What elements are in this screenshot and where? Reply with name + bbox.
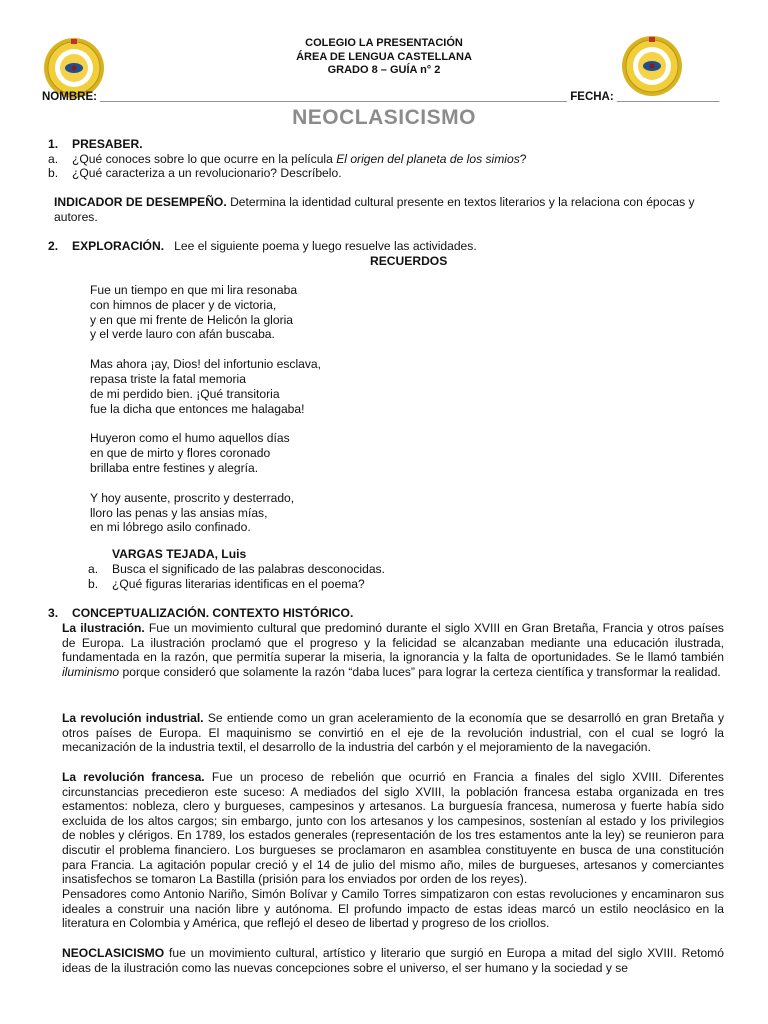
poem-line: lloro las penas y las ansias mías, [90, 505, 268, 520]
poem-line: repasa triste la fatal memoria [90, 371, 246, 386]
student-info-row [42, 91, 732, 103]
document-header [0, 37, 768, 78]
revolucion-francesa-text: Fue un proceso de rebelión que ocurrió en Francia a finales del siglo XVIII. Diferentes circunstancias precedieron este suceso: A mediados del siglo XVIII, la población francesa estaba organizada en tres estamentos: nobleza, clero y burgueses, campesinos y artesanos. La burguesía francesa, numerosa y fuerte había sido excluida de los altos cargos; sin embargo, junto con los artesanos y los campesinos, sostenían al estado y los privilegios de nobles y clérigos. En 1789, los estados generales (representación de los tres estamentos ante la ley) se reunieron para discutir el problema financiero. Los burgueses se proclamaron en asamblea constituyente en busca de una constitución para Francia. La agitación popular creció y el 14 de julio del mismo año, miles de burgueses, artesanos y comerciantes insatisfechos se tomaron La Bastilla (prisión para los enviados por orden de los reyes). [62, 770, 724, 887]
paragraph-ilustracion [62, 621, 724, 679]
subject-area: ÁREA DE LENGUA CASTELLANA [296, 50, 472, 63]
poem-line: y el verde lauro con afán buscaba. [90, 327, 275, 342]
section-3-title: CONCEPTUALIZACIÓN. CONTEXTO HISTÓRICO. [72, 606, 354, 620]
poem-author: VARGAS TEJADA, Luis [112, 547, 247, 561]
paragraph-neoclasicismo [62, 946, 724, 975]
question-1a-letter: a. [48, 152, 59, 166]
neoclasicismo-text: fue un movimiento cultural, artístico y literario que surgió en Europa a mitad del siglo XVIII. Retomó ideas de la ilustración como las nuevas concepciones sobre el universo, el ser humano y la sociedad y se [62, 946, 724, 975]
revolucion-industrial-text: Se entiende como un gran aceleramiento de la economía que se desarrolló en gran Bretaña y otros países de Europa. El maquinismo se convirtió en el eje de la revolución industrial, con el cual se logró la mecanización de la industria textil, el desarrollo de la industria del carbón y el mejoramiento de la navegación. [62, 711, 724, 755]
activity-2b-text: ¿Qué figuras literarias identificas en el poema? [112, 577, 365, 591]
poem-line: Fue un tiempo en que mi lira resonaba [90, 283, 298, 297]
question-1a-text: ¿Qué conoces sobre lo que ocurre en la película [72, 152, 333, 166]
section-1-title: PRESABER. [72, 137, 143, 151]
poem-line: fue la dicha que entonces me halagaba! [90, 401, 305, 416]
section-3-heading [48, 606, 353, 621]
activity-2a [88, 562, 385, 577]
iluminismo-term: iluminismo [62, 664, 120, 679]
activity-2b [88, 577, 365, 592]
name-label: NOMBRE: [42, 91, 97, 103]
ilustracion-text-end: porque consideró que solamente la razón “daba luces” para lograr la certeza científica y transformar la realidad. [122, 664, 721, 679]
school-name: COLEGIO LA PRESENTACIÓN [305, 37, 463, 49]
paragraph-revolucion-industrial [62, 711, 724, 755]
section-3-number: 3. [48, 606, 59, 620]
name-blank: _________________________________________________________________________ [100, 91, 568, 103]
question-1b [48, 166, 342, 181]
revolucion-francesa-label: La revolución francesa. [62, 770, 205, 784]
poem [90, 283, 321, 535]
poem-line: Mas ahora ¡ay, Dios! del infortunio esclava, [90, 357, 322, 372]
indicator-text: Determina la identidad cultural presente en textos literarios y la relaciona con épocas y [230, 195, 695, 209]
indicator-label: INDICADOR DE DESEMPEÑO. [54, 195, 227, 209]
paragraph-pensadores: Pensadores como Antonio Nariño, Simón Bolívar y Camilo Torres simpatizaron con estas revoluciones y encaminaron sus ideales a construir una nación libre y autónoma. El profundo impacto de estas ideas marcó un estilo neoclásico en la literatura en Colombia y América, que reflejó el deseo de libertad y progreso de los criollos. [62, 887, 724, 931]
indicator-continuation: autores. [54, 210, 98, 224]
poem-line: con himnos de placer y de victoria, [90, 297, 277, 312]
section-2-title: EXPLORACIÓN. [72, 239, 165, 253]
neoclasicismo-label: NEOCLASICISMO [62, 946, 165, 960]
section-1-heading [48, 137, 143, 152]
poem-line: de mi perdido bien. ¡Qué transitoria [90, 386, 280, 401]
activity-2a-text: Busca el significado de las palabras desconocidas. [112, 562, 385, 576]
section-2-instruction: Lee el siguiente poema y luego resuelve las actividades. [174, 239, 477, 253]
section-2-number: 2. [48, 239, 59, 253]
date-blank: ________________ [616, 91, 720, 103]
date-label: FECHA: [570, 91, 614, 103]
ilustracion-text: Fue un movimiento cultural que predominó durante el siglo XVIII en Gran Bretaña, Francia y otros países de Europa. La ilustración proclamó que el progreso y la felicidad se alcanzaban mediante una educación ilustrada, fundamentada en la razón, que permitía superar la miseria, la ignorancia y la falta de oportunidades. Se le llamó también [62, 621, 724, 665]
section-1-number: 1. [48, 137, 59, 151]
performance-indicator [54, 195, 695, 210]
film-title: El origen del planeta de los simios [336, 152, 520, 166]
question-1a [48, 152, 526, 167]
section-2-heading [48, 239, 477, 254]
poem-title: RECUERDOS [370, 254, 448, 268]
poem-line: en mi lóbrego asilo confinado. [90, 520, 251, 535]
question-1a-end: ? [519, 152, 527, 166]
page-title: NEOCLASICISMO [292, 106, 476, 129]
activity-2b-letter: b. [88, 577, 99, 591]
poem-line: en que de mirto y flores coronado [90, 446, 271, 461]
ilustracion-label: La ilustración. [62, 621, 145, 635]
activity-2a-letter: a. [88, 562, 99, 576]
question-1b-letter: b. [48, 166, 59, 180]
poem-line: brillaba entre festines y alegría. [90, 460, 259, 475]
poem-line: Y hoy ausente, proscrito y desterrado, [90, 490, 295, 505]
poem-line: Huyeron como el humo aquellos días [90, 431, 290, 446]
poem-line: y en que mi frente de Helicón la gloria [90, 312, 294, 327]
revolucion-industrial-label: La revolución industrial. [62, 711, 204, 725]
paragraph-revolucion-francesa [62, 770, 724, 887]
grade-guide: GRADO 8 – GUÍA n° 2 [327, 64, 441, 76]
question-1b-text: ¿Qué caracteriza a un revolucionario? Descríbelo. [72, 166, 342, 180]
